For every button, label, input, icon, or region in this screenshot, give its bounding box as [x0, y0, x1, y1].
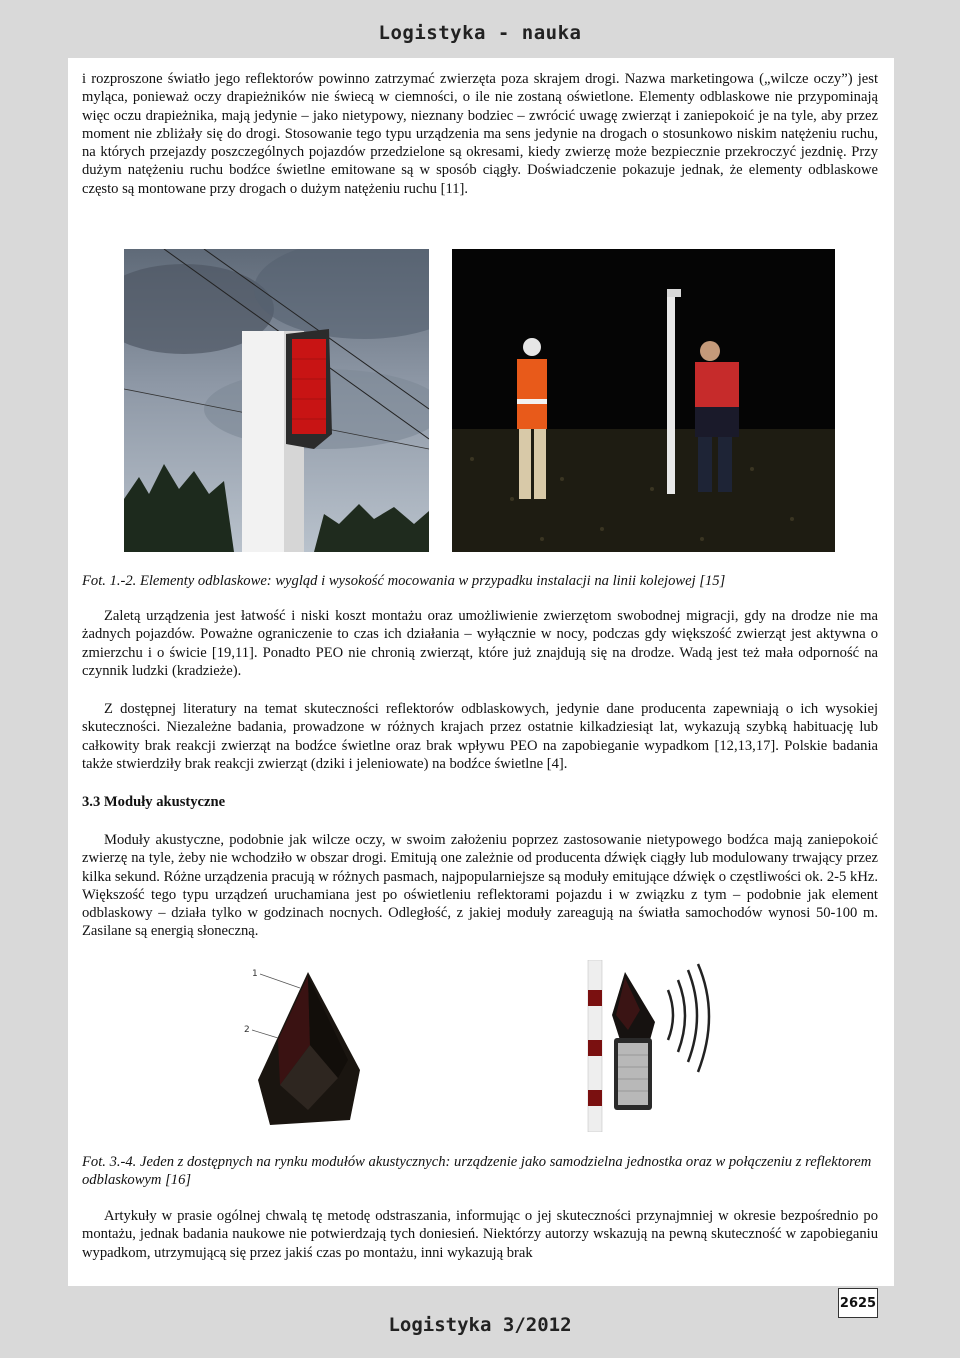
photo-reflector-post	[124, 249, 429, 552]
section-heading: 3.3 Moduły akustyczne	[82, 794, 226, 810]
page-number: 2625	[838, 1288, 878, 1318]
figure-caption-1: Fot. 1.-2. Elementy odblaskowe: wygląd i wysokość mocowania w przypadku instalacji na linii kolejowej [15]	[82, 573, 726, 589]
photo-night-installation	[452, 249, 835, 552]
paragraph-5-text: Artykuły w prasie ogólnej chwalą tę metodę odstraszania, informując o jej skuteczności przynajmniej w okresie bezpośrednio po montażu, jednak badania naukowe nie potwierdzają tych doniesień. Niektórzy autorzy wskazują na pewną skuteczność w zapobieganiu wypadkom, utrzymującą się przez jakiś czas po montażu, inni wykazują brak	[82, 1208, 878, 1261]
paragraph-2	[82, 607, 878, 680]
running-footer: Logistyka 3/2012	[388, 1314, 572, 1336]
paragraph-1-text: i rozproszone światło jego reflektorów powinno zatrzymać zwierzęta poza skrajem drogi. Nazwa marketingowa („wilcze oczy”) jest myląca, ponieważ oczy drapieżników nie świecą w ciemności, o ile nie zostaną oświetlone. Elementy odblaskowe nie przypominają więc oczu drapieżnika, mają jedynie – jako nietypowy, nieznany bodziec – zwrócić uwagę zwierząt i zaniepokoić je na tyle, aby przez moment nie zbliżały się do drogi. Stosowanie tego typu urządzenia ma sens jedynie na drogach o stosunkowo niskim natężeniu ruchu, na których przejazdy poszczególnych pojazdów przedzielone są okresami, kiedy zwierzę może bezpiecznie przekroczyć jezdnię. Przy dużym natężeniu ruchu bodźce świetlne emitowane są w sposób ciągły. Doświadczenie pokazuje jednak, że elementy odblaskowe często są montowane przy drogach o dużym natężeniu ruchu [11].	[82, 71, 878, 197]
paragraph-5	[82, 1207, 878, 1262]
photo-module-with-reflector	[580, 960, 725, 1132]
paragraph-4	[82, 831, 878, 941]
running-header: Logistyka - nauka	[378, 22, 582, 44]
figure-caption-2: Fot. 3.-4. Jeden z dostępnych na rynku modułów akustycznych: urządzenie jako samodzielna jednostka oraz w połączeniu z reflektorem odblaskowym [16]	[82, 1154, 872, 1189]
paragraph-3	[82, 700, 878, 773]
label-1: 1	[252, 969, 258, 979]
paragraph-2-text: Zaletą urządzenia jest łatwość i niski koszt montażu oraz umożliwienie zwierzętom swobodnej migracji, gdy na drodze nie ma żadnych pojazdów. Poważne ograniczenie to czas ich działania – wyłącznie w nocy, podczas gdy większość zwierząt jest aktywna o zmierzchu i o świcie [19,11]. Ponadto PEO nie chronią zwierząt, które już znajdują się na drodze. Wadą jest też mała odporność na czynnik ludzki (kradzieże).	[82, 608, 878, 679]
paragraph-3-text: Z dostępnej literatury na temat skuteczności reflektorów odblaskowych, jedynie dane producenta zapewniają o ich wysokiej skuteczności. Niezależne badania, prowadzone w różnych krajach przez ostatnie kilkadziesiąt lat, wykazują szybką habituację lub całkowity brak reakcji zwierząt na bodźce świetlne oraz brak wpływu PEO na zapobieganie wypadkom [12,13,17]. Polskie badania także stwierdziły brak reakcji zwierząt (dziki i jeleniowate) na bodźce świetlne [4].	[82, 701, 878, 772]
paragraph-1	[82, 70, 878, 198]
paragraph-4-text: Moduły akustyczne, podobnie jak wilcze oczy, w swoim założeniu poprzez zastosowanie nietypowego bodźca mają zaniepokoić zwierzę na tyle, żeby nie wchodziło w obszar drogi. Emitują one zależnie od producenta dźwięk ciągły lub modulowany trwający przez kilka sekund. Różne urządzenia pracują w różnych pasmach, najpopularniejsze są moduły emitujące dźwięk o częstliwości ok. 2-5 kHz. Większość tego typu urządzeń uruchamiana jest po oświetleniu reflektorami pojazdu i w związku z tym – podobnie jak element odblaskowy – działa tylko w godzinach nocnych. Odległość, z jakiej moduły zareagują na światła samochodów wynosi 50-100 m. Zasilane są energią słoneczną.	[82, 832, 878, 940]
photo-acoustic-module	[238, 960, 378, 1132]
label-2: 2	[244, 1025, 250, 1035]
